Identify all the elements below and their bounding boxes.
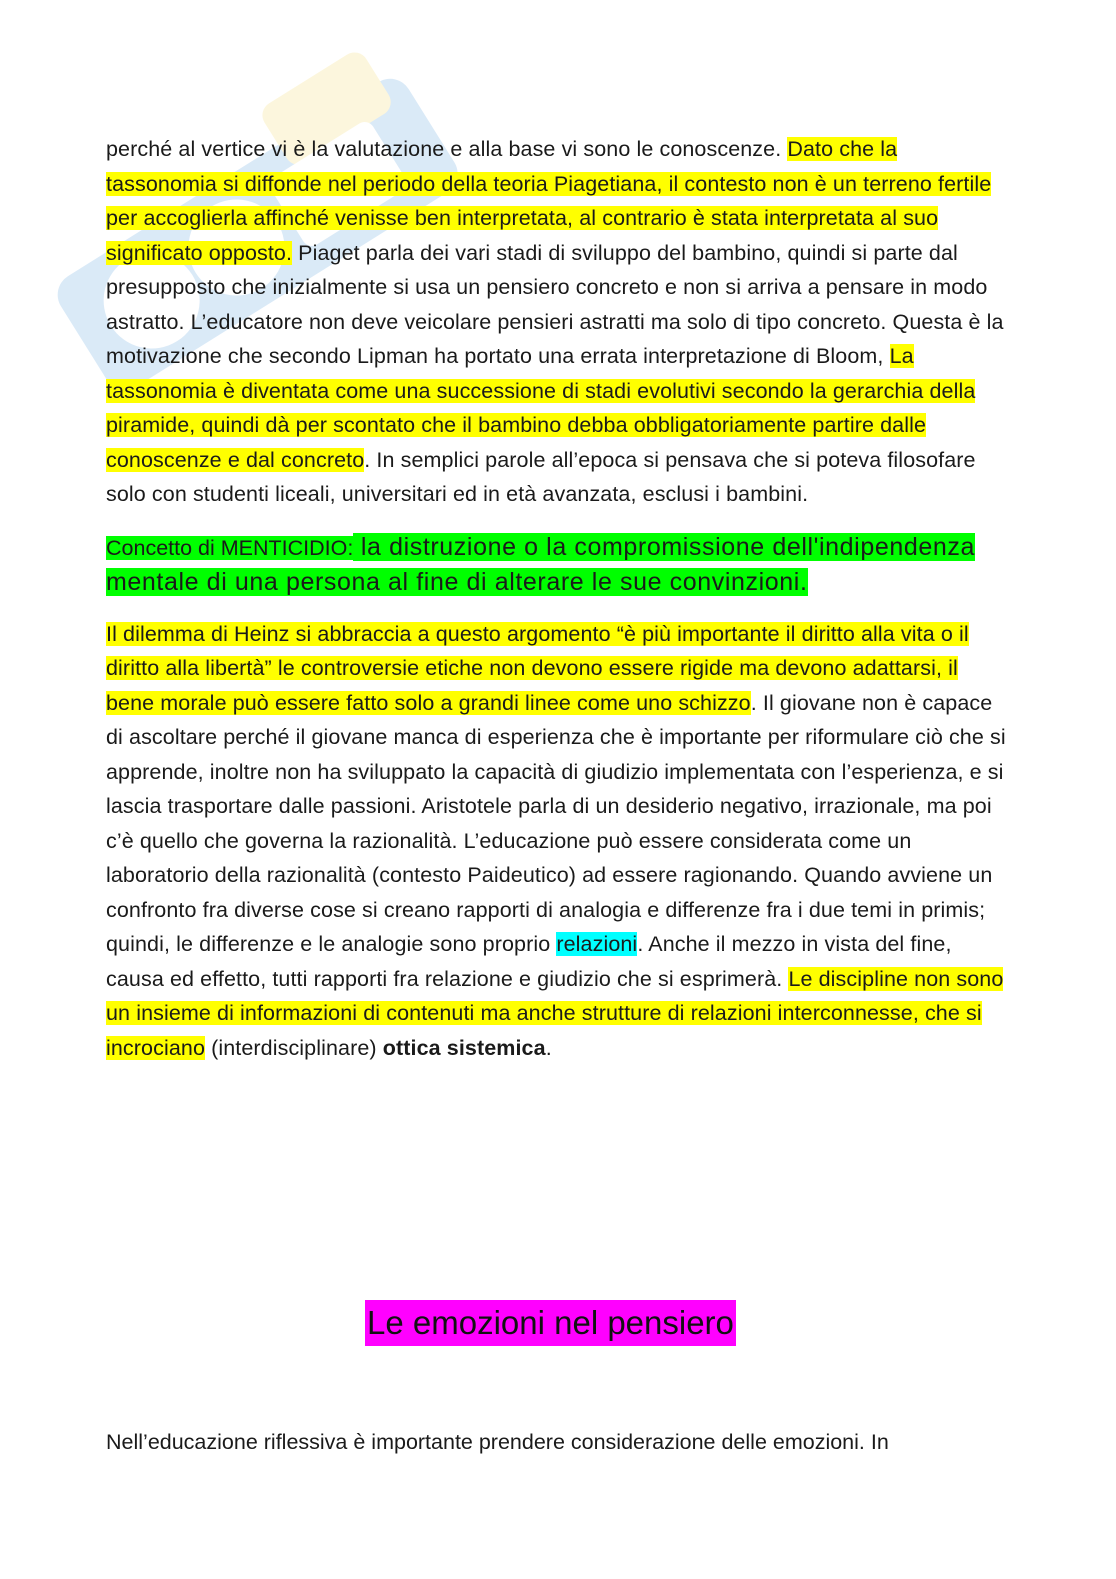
paragraph-heinz <box>106 617 1006 1066</box>
text-run: . <box>545 1035 552 1060</box>
yellow-highlight: La tassonomia è diventata come una successione di stadi evolutivi secondo la gerarchia della piramide, quindi dà per scontato che il bambino debba obbligatoriamente partire dalle conoscenze e dal concreto <box>106 344 976 472</box>
document-body <box>106 132 1006 1065</box>
section-heading: Le emozioni nel pensiero <box>365 1300 736 1346</box>
yellow-highlight: Le discipline non sono un insieme di informazioni di contenuti ma anche strutture di relazioni interconnesse, che si incrociano <box>106 966 1004 1060</box>
concept-menticidio <box>106 530 1006 601</box>
yellow-highlight: Il dilemma di Heinz si abbraccia a questo argomento “è più importante il diritto alla vita o il diritto alla libertà” le controversie etiche non devono essere rigide ma devono adattarsi, il bene morale può essere fatto solo a grandi linee come uno schizzo <box>106 621 969 715</box>
text-run: . Il giovane non è capace di ascoltare perché il giovane manca di esperienza che è importante per riformulare ciò che si apprende, inoltre non ha sviluppato la capacità di giudizio implementata con l’esperienza, e si lascia trasportare dalle passioni. Aristotele parla di un desiderio negativo, irrazionale, ma poi c’è quello che governa la razionalità. L’educazione può essere considerata come un laboratorio della razionalità (contesto Paideutico) ad essere ragionando. Quando avviene un confronto fra diverse cose si creano rapporti di analogia e differenze fra i due temi in primis; quindi, le differenze e le analogie sono proprio <box>106 690 1006 956</box>
paragraph-tassonomia <box>106 132 1006 512</box>
cyan-highlight: relazioni <box>556 932 638 956</box>
yellow-highlight: Dato che la tassonomia si diffonde nel periodo della teoria Piagetiana, il contesto non è un terreno fertile per accoglierla affinché venisse ben interpretata, al contrario è stata interpretata al suo significato opposto. <box>106 137 992 265</box>
paragraph-emozioni: Nell’educazione riflessiva è importante prendere considerazione delle emozioni. In <box>106 1430 889 1454</box>
bold-term: ottica sistemica <box>382 1035 546 1060</box>
text-run: Piaget parla dei vari stadi di sviluppo del bambino, quindi si parte dal presupposto che inizialmente si usa un pensiero concreto e non si arriva a pensare in modo astratto. L’educatore non deve veicolare pensieri astratti ma solo di tipo concreto. Questa è la motivazione che secondo Lipman ha portato una errata interpretazione di Bloom, <box>106 240 1004 368</box>
concept-definition: la distruzione o la compromissione dell'indipendenza mentale di una persona al fine di alterare le sue convinzioni. <box>106 532 975 596</box>
text-run: (interdisciplinare) <box>205 1035 383 1060</box>
text-run: . Anche il mezzo in vista del fine, causa ed effetto, tutti rapporti fra relazione e giudizio che si esprimerà. <box>106 932 952 991</box>
text-run: . In semplici parole all’epoca si pensava che si poteva filosofare solo con studenti liceali, universitari ed in età avanzata, esclusi i bambini. <box>106 447 976 506</box>
concept-label: Concetto di MENTICIDIO: <box>106 535 354 560</box>
text-run: perché al vertice vi è la valutazione e alla base vi sono le conoscenze. <box>106 137 788 161</box>
